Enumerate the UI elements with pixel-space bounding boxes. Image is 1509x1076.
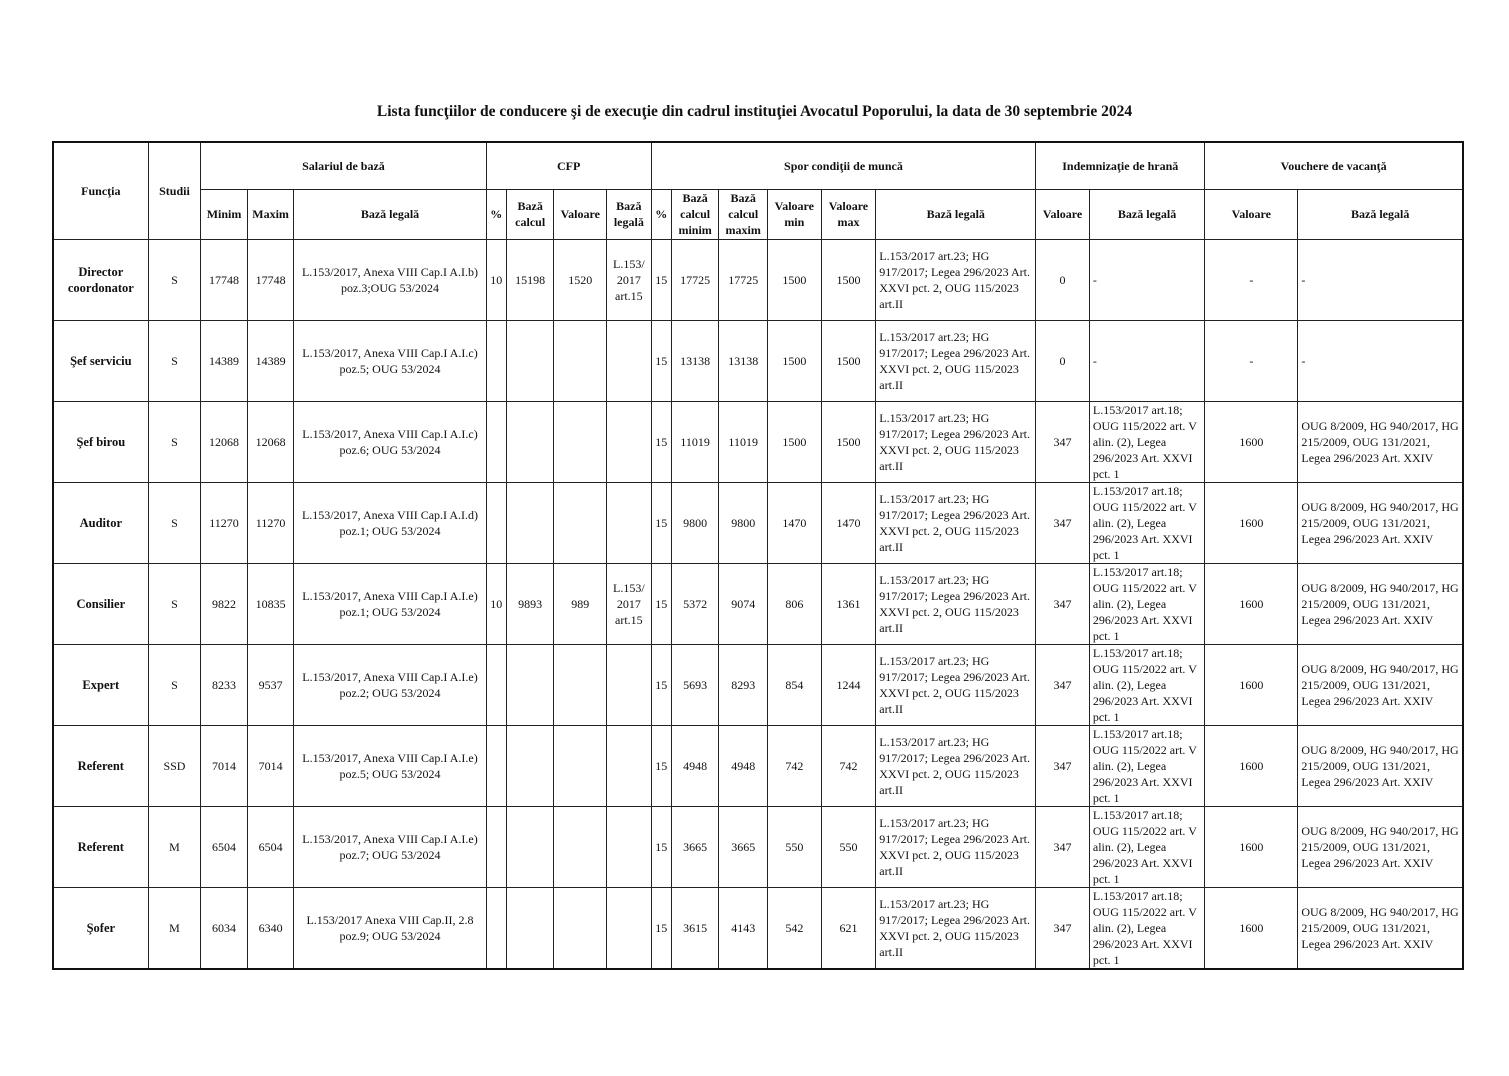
header-functia: Funcţia [53, 142, 148, 239]
cell-cfp-pct [486, 806, 506, 887]
cell-vouchere-valoare: 1600 [1205, 806, 1298, 887]
header-spor: Spor condiţii de muncă [651, 142, 1036, 189]
cell-cfp-valoare: 989 [554, 563, 607, 644]
cell-salariu-maxim: 14389 [247, 320, 294, 401]
cell-vouchere-baza-legala: OUG 8/2009, HG 940/2017, HG 215/2009, OUG 131/2021, Legea 296/2023 Art. XXIV [1298, 401, 1463, 482]
cell-salariu-maxim: 11270 [247, 482, 294, 563]
cell-studii: S [148, 563, 201, 644]
header-cfp-baza-legala: Bază legală [607, 189, 652, 239]
cell-studii: S [148, 320, 201, 401]
cell-cfp-valoare [554, 644, 607, 725]
cell-salariu-minim: 7014 [201, 725, 248, 806]
cell-salariu-baza-legala: L.153/2017, Anexa VIII Cap.I A.I.e) poz.5; OUG 53/2024 [294, 725, 486, 806]
cell-functia: Auditor [53, 482, 148, 563]
header-vouchere: Vouchere de vacanţă [1205, 142, 1463, 189]
cell-spor-baza-min: 17725 [671, 239, 719, 320]
cell-cfp-pct [486, 320, 506, 401]
header-salariul: Salariul de bază [201, 142, 486, 189]
cell-indemnizatie-valoare: 347 [1036, 482, 1090, 563]
cell-spor-baza-max: 9800 [719, 482, 768, 563]
cell-spor-valoare-max: 550 [821, 806, 876, 887]
table-body [53, 239, 1463, 969]
cell-spor-baza-legala: L.153/2017 art.23; HG 917/2017; Legea 296/2023 Art. XXVI pct. 2, OUG 115/2023 art.II [876, 806, 1036, 887]
cell-spor-baza-legala: L.153/2017 art.23; HG 917/2017; Legea 296/2023 Art. XXVI pct. 2, OUG 115/2023 art.II [876, 725, 1036, 806]
table-row [53, 239, 1463, 320]
cell-cfp-baza-calcul: 15198 [506, 239, 554, 320]
header-sal-maxim: Maxim [247, 189, 294, 239]
header-spor-baza-max: Bază calcul maxim [719, 189, 768, 239]
cell-spor-pct: 15 [651, 401, 671, 482]
cell-cfp-baza-calcul [506, 482, 554, 563]
cell-spor-baza-max: 17725 [719, 239, 768, 320]
header-cfp-pct: % [486, 189, 506, 239]
header-spor-val-min: Valoare min [768, 189, 822, 239]
cell-spor-valoare-min: 1500 [768, 401, 822, 482]
table-row [53, 725, 1463, 806]
cell-indemnizatie-baza-legala: L.153/2017 art.18; OUG 115/2022 art. V alin. (2), Legea 296/2023 Art. XXVI pct. 1 [1089, 401, 1204, 482]
table-row [53, 563, 1463, 644]
cell-indemnizatie-valoare: 0 [1036, 320, 1090, 401]
cell-indemnizatie-baza-legala: L.153/2017 art.18; OUG 115/2022 art. V alin. (2), Legea 296/2023 Art. XXVI pct. 1 [1089, 887, 1204, 969]
cell-spor-baza-max: 8293 [719, 644, 768, 725]
cell-spor-valoare-min: 742 [768, 725, 822, 806]
cell-studii: S [148, 239, 201, 320]
cell-spor-valoare-max: 621 [821, 887, 876, 969]
cell-spor-baza-legala: L.153/2017 art.23; HG 917/2017; Legea 296/2023 Art. XXVI pct. 2, OUG 115/2023 art.II [876, 644, 1036, 725]
header-studii: Studii [148, 142, 201, 239]
cell-cfp-baza-legala [607, 887, 652, 969]
cell-spor-baza-min: 5372 [671, 563, 719, 644]
cell-salariu-maxim: 6340 [247, 887, 294, 969]
cell-salariu-minim: 11270 [201, 482, 248, 563]
cell-indemnizatie-baza-legala: - [1089, 320, 1204, 401]
cell-spor-baza-min: 3615 [671, 887, 719, 969]
cell-indemnizatie-valoare: 347 [1036, 725, 1090, 806]
cell-spor-pct: 15 [651, 482, 671, 563]
cell-spor-valoare-min: 1500 [768, 239, 822, 320]
cell-spor-valoare-min: 854 [768, 644, 822, 725]
cell-cfp-pct [486, 482, 506, 563]
cell-salariu-maxim: 7014 [247, 725, 294, 806]
cell-spor-baza-min: 3665 [671, 806, 719, 887]
cell-spor-baza-min: 9800 [671, 482, 719, 563]
table-row [53, 401, 1463, 482]
header-vou-baza-legala: Bază legală [1298, 189, 1463, 239]
cell-salariu-maxim: 12068 [247, 401, 294, 482]
cell-cfp-baza-calcul [506, 725, 554, 806]
cell-indemnizatie-baza-legala: L.153/2017 art.18; OUG 115/2022 art. V alin. (2), Legea 296/2023 Art. XXVI pct. 1 [1089, 806, 1204, 887]
cell-vouchere-valoare: - [1205, 320, 1298, 401]
cell-cfp-baza-calcul [506, 401, 554, 482]
cell-spor-pct: 15 [651, 563, 671, 644]
cell-salariu-minim: 8233 [201, 644, 248, 725]
cell-cfp-baza-legala [607, 401, 652, 482]
cell-spor-baza-min: 4948 [671, 725, 719, 806]
cell-spor-valoare-max: 1244 [821, 644, 876, 725]
header-sal-minim: Minim [201, 189, 248, 239]
cell-vouchere-baza-legala: OUG 8/2009, HG 940/2017, HG 215/2009, OUG 131/2021, Legea 296/2023 Art. XXIV [1298, 644, 1463, 725]
cell-vouchere-baza-legala: OUG 8/2009, HG 940/2017, HG 215/2009, OUG 131/2021, Legea 296/2023 Art. XXIV [1298, 887, 1463, 969]
cell-salariu-minim: 6504 [201, 806, 248, 887]
header-cfp: CFP [486, 142, 651, 189]
cell-spor-valoare-min: 1470 [768, 482, 822, 563]
cell-vouchere-valoare: - [1205, 239, 1298, 320]
cell-spor-valoare-max: 742 [821, 725, 876, 806]
cell-cfp-baza-calcul [506, 644, 554, 725]
cell-cfp-valoare [554, 482, 607, 563]
cell-cfp-valoare [554, 806, 607, 887]
table-header [53, 142, 1463, 239]
cell-salariu-baza-legala: L.153/2017, Anexa VIII Cap.I A.I.d) poz.1; OUG 53/2024 [294, 482, 486, 563]
header-sal-baza-legala: Bază legală [294, 189, 486, 239]
cell-spor-valoare-max: 1361 [821, 563, 876, 644]
cell-spor-baza-min: 13138 [671, 320, 719, 401]
cell-cfp-pct [486, 644, 506, 725]
cell-salariu-maxim: 17748 [247, 239, 294, 320]
cell-salariu-baza-legala: L.153/2017, Anexa VIII Cap.I A.I.b) poz.3;OUG 53/2024 [294, 239, 486, 320]
cell-studii: M [148, 806, 201, 887]
cell-cfp-baza-calcul: 9893 [506, 563, 554, 644]
cell-cfp-baza-legala: L.153/ 2017 art.15 [607, 239, 652, 320]
cell-indemnizatie-valoare: 0 [1036, 239, 1090, 320]
cell-cfp-baza-legala [607, 320, 652, 401]
cell-cfp-valoare: 1520 [554, 239, 607, 320]
cell-spor-baza-max: 9074 [719, 563, 768, 644]
table-row [53, 644, 1463, 725]
cell-functia: Şef birou [53, 401, 148, 482]
cell-spor-baza-max: 11019 [719, 401, 768, 482]
cell-functia: Consilier [53, 563, 148, 644]
cell-spor-baza-max: 4143 [719, 887, 768, 969]
cell-vouchere-baza-legala: OUG 8/2009, HG 940/2017, HG 215/2009, OUG 131/2021, Legea 296/2023 Art. XXIV [1298, 806, 1463, 887]
cell-indemnizatie-valoare: 347 [1036, 644, 1090, 725]
table-row [53, 482, 1463, 563]
cell-functia: Şef serviciu [53, 320, 148, 401]
cell-spor-valoare-min: 542 [768, 887, 822, 969]
cell-indemnizatie-baza-legala: L.153/2017 art.18; OUG 115/2022 art. V alin. (2), Legea 296/2023 Art. XXVI pct. 1 [1089, 644, 1204, 725]
cell-cfp-baza-calcul [506, 320, 554, 401]
cell-salariu-baza-legala: L.153/2017 Anexa VIII Cap.II, 2.8 poz.9; OUG 53/2024 [294, 887, 486, 969]
table-row [53, 320, 1463, 401]
cell-cfp-pct [486, 725, 506, 806]
cell-salariu-baza-legala: L.153/2017, Anexa VIII Cap.I A.I.e) poz.1; OUG 53/2024 [294, 563, 486, 644]
header-spor-val-max: Valoare max [821, 189, 876, 239]
cell-vouchere-valoare: 1600 [1205, 482, 1298, 563]
cell-functia: Referent [53, 806, 148, 887]
cell-studii: S [148, 401, 201, 482]
cell-cfp-valoare [554, 320, 607, 401]
cell-spor-pct: 15 [651, 887, 671, 969]
cell-spor-valoare-max: 1500 [821, 401, 876, 482]
cell-spor-baza-max: 3665 [719, 806, 768, 887]
cell-cfp-baza-legala [607, 482, 652, 563]
cell-salariu-minim: 14389 [201, 320, 248, 401]
cell-spor-valoare-max: 1500 [821, 239, 876, 320]
cell-spor-baza-min: 5693 [671, 644, 719, 725]
cell-spor-pct: 15 [651, 320, 671, 401]
cell-salariu-baza-legala: L.153/2017, Anexa VIII Cap.I A.I.c) poz.6; OUG 53/2024 [294, 401, 486, 482]
cell-cfp-baza-legala [607, 806, 652, 887]
cell-indemnizatie-baza-legala: L.153/2017 art.18; OUG 115/2022 art. V alin. (2), Legea 296/2023 Art. XXVI pct. 1 [1089, 482, 1204, 563]
cell-vouchere-baza-legala: - [1298, 320, 1463, 401]
cell-spor-valoare-min: 550 [768, 806, 822, 887]
table-row [53, 806, 1463, 887]
header-vou-valoare: Valoare [1205, 189, 1298, 239]
cell-cfp-pct: 10 [486, 563, 506, 644]
cell-spor-baza-legala: L.153/2017 art.23; HG 917/2017; Legea 296/2023 Art. XXVI pct. 2, OUG 115/2023 art.II [876, 320, 1036, 401]
header-spor-baza-legala: Bază legală [876, 189, 1036, 239]
cell-cfp-pct: 10 [486, 239, 506, 320]
cell-indemnizatie-valoare: 347 [1036, 401, 1090, 482]
document-title: Lista funcţiilor de conducere şi de execuţie din cadrul instituţiei Avocatul Poporului, la data de 30 septembrie 2024 [376, 103, 1133, 120]
table-row [53, 887, 1463, 969]
cell-salariu-maxim: 10835 [247, 563, 294, 644]
cell-spor-baza-legala: L.153/2017 art.23; HG 917/2017; Legea 296/2023 Art. XXVI pct. 2, OUG 115/2023 art.II [876, 401, 1036, 482]
cell-vouchere-valoare: 1600 [1205, 644, 1298, 725]
cell-salariu-minim: 9822 [201, 563, 248, 644]
cell-cfp-baza-legala: L.153/ 2017 art.15 [607, 563, 652, 644]
cell-indemnizatie-baza-legala: L.153/2017 art.18; OUG 115/2022 art. V alin. (2), Legea 296/2023 Art. XXVI pct. 1 [1089, 563, 1204, 644]
cell-vouchere-baza-legala: OUG 8/2009, HG 940/2017, HG 215/2009, OUG 131/2021, Legea 296/2023 Art. XXIV [1298, 725, 1463, 806]
cell-spor-baza-legala: L.153/2017 art.23; HG 917/2017; Legea 296/2023 Art. XXVI pct. 2, OUG 115/2023 art.II [876, 563, 1036, 644]
cell-vouchere-baza-legala: - [1298, 239, 1463, 320]
cell-spor-pct: 15 [651, 644, 671, 725]
cell-salariu-minim: 17748 [201, 239, 248, 320]
cell-vouchere-valoare: 1600 [1205, 887, 1298, 969]
cell-functia: Director coordonator [53, 239, 148, 320]
cell-salariu-maxim: 6504 [247, 806, 294, 887]
header-indemnizatie: Indemnizaţie de hrană [1036, 142, 1205, 189]
cell-spor-baza-max: 13138 [719, 320, 768, 401]
cell-spor-pct: 15 [651, 239, 671, 320]
header-cfp-valoare: Valoare [554, 189, 607, 239]
cell-salariu-minim: 12068 [201, 401, 248, 482]
cell-studii: S [148, 482, 201, 563]
cell-cfp-pct [486, 401, 506, 482]
cell-spor-baza-legala: L.153/2017 art.23; HG 917/2017; Legea 296/2023 Art. XXVI pct. 2, OUG 115/2023 art.II [876, 887, 1036, 969]
cell-salariu-minim: 6034 [201, 887, 248, 969]
cell-vouchere-baza-legala: OUG 8/2009, HG 940/2017, HG 215/2009, OUG 131/2021, Legea 296/2023 Art. XXIV [1298, 482, 1463, 563]
cell-spor-baza-max: 4948 [719, 725, 768, 806]
cell-spor-valoare-min: 806 [768, 563, 822, 644]
cell-studii: S [148, 644, 201, 725]
cell-vouchere-valoare: 1600 [1205, 725, 1298, 806]
functions-table [52, 141, 1464, 970]
cell-vouchere-baza-legala: OUG 8/2009, HG 940/2017, HG 215/2009, OUG 131/2021, Legea 296/2023 Art. XXIV [1298, 563, 1463, 644]
cell-cfp-pct [486, 887, 506, 969]
cell-spor-baza-legala: L.153/2017 art.23; HG 917/2017; Legea 296/2023 Art. XXVI pct. 2, OUG 115/2023 art.II [876, 482, 1036, 563]
cell-vouchere-valoare: 1600 [1205, 401, 1298, 482]
cell-cfp-valoare [554, 725, 607, 806]
header-ind-valoare: Valoare [1036, 189, 1090, 239]
cell-cfp-baza-calcul [506, 887, 554, 969]
cell-cfp-baza-calcul [506, 806, 554, 887]
cell-cfp-baza-legala [607, 725, 652, 806]
cell-indemnizatie-baza-legala: - [1089, 239, 1204, 320]
cell-spor-valoare-max: 1500 [821, 320, 876, 401]
cell-salariu-baza-legala: L.153/2017, Anexa VIII Cap.I A.I.e) poz.7; OUG 53/2024 [294, 806, 486, 887]
cell-vouchere-valoare: 1600 [1205, 563, 1298, 644]
cell-functia: Expert [53, 644, 148, 725]
cell-spor-baza-min: 11019 [671, 401, 719, 482]
cell-spor-baza-legala: L.153/2017 art.23; HG 917/2017; Legea 296/2023 Art. XXVI pct. 2, OUG 115/2023 art.II [876, 239, 1036, 320]
cell-spor-valoare-min: 1500 [768, 320, 822, 401]
cell-studii: M [148, 887, 201, 969]
header-cfp-baza-calcul: Bază calcul [506, 189, 554, 239]
cell-indemnizatie-valoare: 347 [1036, 887, 1090, 969]
cell-spor-pct: 15 [651, 806, 671, 887]
cell-functia: Şofer [53, 887, 148, 969]
cell-cfp-valoare [554, 401, 607, 482]
cell-indemnizatie-valoare: 347 [1036, 806, 1090, 887]
header-spor-baza-min: Bază calcul minim [671, 189, 719, 239]
cell-studii: SSD [148, 725, 201, 806]
cell-cfp-valoare [554, 887, 607, 969]
header-ind-baza-legala: Bază legală [1089, 189, 1204, 239]
cell-salariu-maxim: 9537 [247, 644, 294, 725]
header-spor-pct: % [651, 189, 671, 239]
cell-spor-pct: 15 [651, 725, 671, 806]
cell-cfp-baza-legala [607, 644, 652, 725]
cell-indemnizatie-valoare: 347 [1036, 563, 1090, 644]
cell-salariu-baza-legala: L.153/2017, Anexa VIII Cap.I A.I.c) poz.5; OUG 53/2024 [294, 320, 486, 401]
cell-functia: Referent [53, 725, 148, 806]
cell-indemnizatie-baza-legala: L.153/2017 art.18; OUG 115/2022 art. V alin. (2), Legea 296/2023 Art. XXVI pct. 1 [1089, 725, 1204, 806]
cell-spor-valoare-max: 1470 [821, 482, 876, 563]
cell-salariu-baza-legala: L.153/2017, Anexa VIII Cap.I A.I.e) poz.2; OUG 53/2024 [294, 644, 486, 725]
